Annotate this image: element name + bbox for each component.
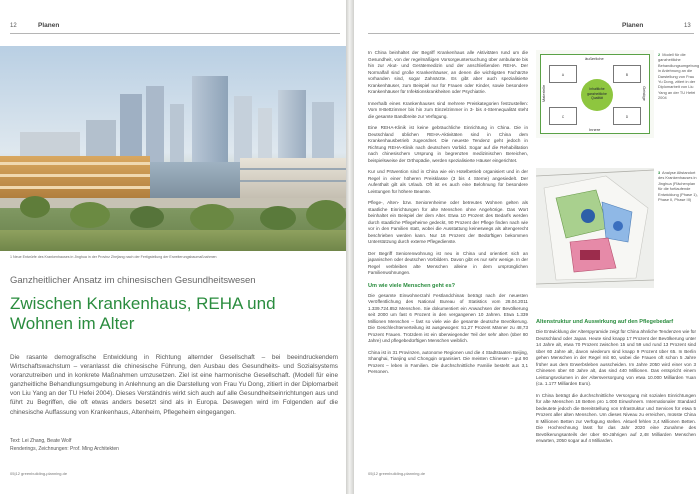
label-bottom: Innere [589, 127, 601, 132]
core-line-2: ganzheitliche [587, 91, 607, 96]
site-plan-graphic [536, 168, 654, 288]
quadrant-b: B [613, 65, 641, 83]
paragraph: Die Entwicklung der Alterspyramide zeigt für China ähnliche Tendenzen wie für Deutschland oder Japan. Heute sind knapp 17 Prozent der Bevölkerung unter 14 Jahre alt, etwa 70 Prozent zwischen 15 und 59 und rund 13 Prozent sind über 60 Jahre alt, davon wiederum sind knapp 9 Prozent über 65. In Berlin gehen Menschen in der Regel mit 60, wobei die Frauen oft schon 5 Jahre früher aus dem Erwerbsleben ausscheiden. Im Jahre 2050 wird einer von 3 Chinesen über 60 Jahre alt, das sind 440 Millionen. Das entspricht einem Leistungsvolumen in der Altersversorgung von etwa 10.000 Milliarden Yuan (ca. 1.177 Milliarden Euro). [536, 329, 697, 386]
article-title [10, 294, 340, 333]
page-footer: 05|12 greenbuilding-planning.de [368, 471, 426, 476]
credit-text: Text: Lei Zhang, Beate Wolf [10, 438, 72, 444]
diagram-frame [540, 54, 650, 134]
paragraph: Der Begriff Seniorenwohnung ist neu in China und orientiert sich an japanischen oder deutschen Vorbildern. Davon gibt es nur sehr wenige. In der Regel verbleiben alte Menschen alleine in dem ursprünglichen Familienwohnungen. [368, 250, 528, 275]
page-footer: 05|12 greenbuilding-planning.de [10, 471, 68, 476]
section-label: Planen [38, 22, 60, 29]
left-page [0, 0, 346, 494]
title-line-1: Zwischen Krankenhaus, REHA und [10, 294, 276, 313]
figure-caption: 1 Neue Entwürfe des Krankenhauses in Jinghua in der Provinz Zhejiang nach der Fertigstellung der Erweiterungsbaumaßnahmen [10, 255, 217, 259]
credit-renderings: Renderings, Zeichnungen: Prof. Ming Architekten [10, 445, 119, 452]
core-circle [581, 79, 613, 111]
lead-paragraph: Die rasante demografische Entwicklung in Richtung alternder Gesellschaft – bei beeindruckendem Wirtschaftswachstum – veranlasst die chinesische Führung, den Ausbau des Gesundheits- und Sozialsystems voranzutreiben und in konkrete Maßnahmen umzusetzen. Ziel ist eine harmonische Gesellschaft. (Modell für eine ganzheitliche Behandlungsumgebung in Anlehnung an die Darstellung von Frau Yu Dong, zitiert in der Diplomarbeit von Liu Yang an der TU Hefei 2004). Dieses Verständnis wirkt sich auch auf alle Gesundheitseinrichtungen aus und führt zu Begriffen, die oft etwas anders besetzt sind als in Europa. Deswegen wird im Folgenden auf die chinesische Auffassung von Krankenhaus, Altenheim, Pflegeheim eingegangen. [10, 354, 338, 416]
label-left: Materielle [541, 84, 547, 103]
caption-number: 3 [658, 170, 661, 175]
paragraph: Pflege-, Alten- bzw. Seniorenheime oder betreutes Wohnen gelten als staatliche Einrichtungen für alte Menschen ohne Angehörige. Das Wort beinhaltet ein Beispiel der dem Alter. Etwa 10 Prozent des Bedarfs werden durch staatliche Pflegeheime gedeckt, 90 Prozent der Pflege finden nach wie vor in den Familien statt, wobei die Ausstattung keineswegs als altengerecht beschrieben werden kann. Nur 16 Prozent der Bedürftigen bekommen Unterstützung durch externe Pflegedienste. [368, 200, 528, 244]
credits [10, 438, 119, 453]
paragraph: Eine REHA-Klinik ist keine gebräuchliche Einrichtung in China. Die in Deutschland üblichen REHA-Aktivitäten sind in China dem Krankenhausbetrieb zugeordnet. Die neueste Tendenz geht jedoch in Richtung REHA-Klinik nach deutschem Vorbild. Sogar auf die Rehabilitation nach chinesischem Ursprung in begrenzten medizinischen Bereichen, beispielsweise der Orthopädie, werden spezialisierte Häuser eingerichtet. [368, 125, 528, 163]
caption-text: Modell für die ganzheitliche Behandlungsumgebung in Anlehnung an die Darstellung von Frau Yu Dong, zitiert in der Diplomarbeit von Liu Yang an der TU Hefei 2004 [658, 52, 700, 101]
page-number: 13 [684, 23, 691, 29]
label-top: äußerliche [585, 56, 604, 61]
holistic-model-diagram [536, 50, 654, 138]
core-line-3: Qualität [591, 96, 603, 100]
caption-number: 2 [658, 52, 661, 57]
core-line-1: Inhaltliche [589, 87, 605, 91]
paragraph: China ist in 31 Provinzen, autonome Regionen und die 4 Stadtstaaten Beijing, Shanghai, Tianjing und Chongqin organisiert. Die meisten Chinesen – gut 90 Prozent – leben in Familien. Die durchschnittliche Familie besteht aus 3,1 Personen. [368, 349, 528, 374]
figure-3-caption [658, 170, 698, 202]
right-page [354, 0, 700, 494]
section-heading: Um wie viele Menschen geht es? [368, 282, 456, 289]
quadrant-c: C [549, 107, 577, 125]
caption-text: Analyse Altstandort des Krankenhauses in Jinghua (Flächenplan für die fortlaufende Entwicklung (Phase 1), Phase II, Phase III) [658, 170, 698, 203]
header-rule [10, 33, 340, 34]
paragraph: Die gesamte Einwohnerzahl Festlandchinas beträgt nach der neuesten Veröffentlichung des National Bureau of Statistics vom 28.04.2011 1.339.724.852 Menschen. Sie dokumentiert ein Anwachsen der Bevölkerung seit 2000 um fast 6 Prozent in den vergangenen 10 Jahren. Etwa 1.339 Millionen Menschen – fast so viele wie die gesamte deutsche Bevölkerung. Die Geschlechterverteilung ist ausgewogen: 51,27 Prozent Männer zu 48,73 Prozent Frauen. Trotzdem ist ein überwiegender Teil der sehr alten (über 80 Jahre) und pflegebedürftigen Menschen weiblich. [368, 292, 528, 343]
book-gutter [346, 0, 354, 494]
section-label: Planen [622, 22, 644, 29]
label-right: Geistige [641, 86, 647, 101]
paragraph: Innerhalb eines Krankenhauses sind mehrere Preiskategorien festzustellen: Vom 8-Bettzimmer bis hin zum Einzelzimmer in 3- bis 4-Sternequalität steht die gesamte Bandbreite zur Verfügung. [368, 100, 528, 119]
subheading: Ganzheitlicher Ansatz im chinesischen Gesundheitswesen [10, 275, 256, 286]
quadrant-a: A [549, 65, 577, 83]
text-column-2 [536, 318, 696, 450]
paragraph: In China beinhaltet der Begriff Krankenhaus alle Aktivitäten rund um die Gesundheit, von der regelmäßigen Vorsorgeuntersuchung über ambulante bis hin zur Akut- und Gerätemedizin und der anschließenden REHA. Der Normalfall sind große Krankenhäuser, an denen die wichtigsten Fachärzte vorhanden sind, sogar Zahnärzte. Es gibt aber auch spezialisierte Krankenhäuser, zum Beispiel nur für Frauen oder Kinder, sowie besondere Krankenhäuser für Infektionskrankheiten oder Psychiatrie. [368, 50, 528, 94]
header-rule [368, 33, 694, 34]
text-column-1 [368, 50, 528, 381]
quadrant-d: D [613, 107, 641, 125]
paragraph: In China beträgt die durchschnittliche Versorgung mit sozialen Einrichtungen für alte Menschen 18 Betten pro 1.000 Einwohnern. Internationaler Standard bedeutete jedoch die Bereitstellung von Infrastruktur und Services für etwa 5 Prozent aller alten Menschen. Um dieses Niveau zu erreichen, müsste China 8 Millionen Betten zur Verfügung stellen. Aktuell fehlen 3,4 Millionen Betten. Die Hochrechnung lässt für das Jahr 2020 eine Zunahme des Bevölkerungsanteils der über 60-Jährigen auf 2,48 Milliarden Menschen erwarten, 2050 sogar auf 4 Milliarden. [536, 392, 696, 443]
hospital-rendering [0, 46, 346, 251]
section-heading: Altenstruktur und Auswirkung auf den Pflegebedarf [536, 319, 674, 325]
figure-2-caption [658, 52, 698, 101]
page-number: 12 [10, 23, 17, 29]
site-plan [536, 168, 654, 288]
title-line-2: Wohnen im Alter [10, 313, 135, 333]
paragraph: Kur und Prävention sind in China wie ein Hotelbetrieb organisiert und in der Regel in einer höheren Preisklasse (3 bis 4 Sterne) angesiedelt. Der Aufenthalt gilt als Urlaub. Oft ist es auch eine Belohnung für besondere Leistungen für höhere Beamte. [368, 169, 528, 194]
